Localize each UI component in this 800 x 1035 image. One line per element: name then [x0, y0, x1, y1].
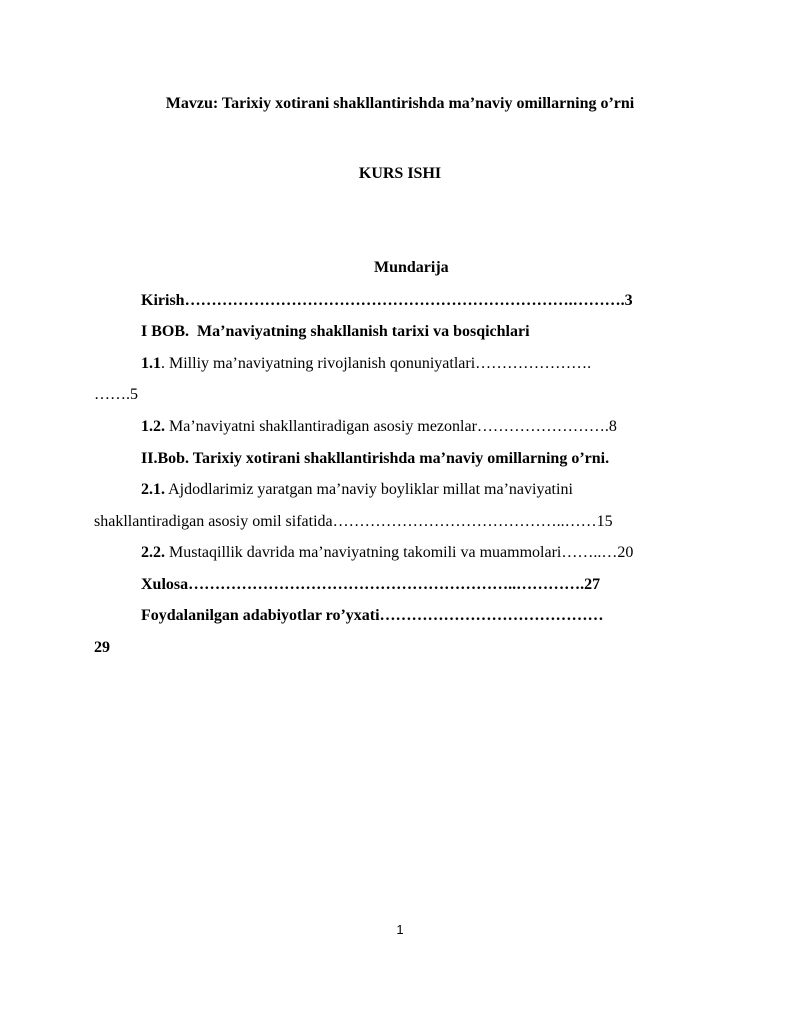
toc-entry-2-2: [141, 543, 633, 563]
toc-entry-1-1-continued: …….5: [94, 386, 138, 403]
section-title: Mustaqillik davrida ma’naviyatning takomili va muammolari……..…20: [165, 544, 634, 561]
section-number: 1.1: [141, 355, 161, 372]
toc-entry-conclusion: Xulosa……………………………………………………..………….27: [141, 576, 601, 593]
toc-entry-1-2: [141, 417, 617, 437]
section-title: Ma’naviyatni shakllantiradigan asosiy mezonlar…………………….8: [165, 418, 617, 435]
topic-title: Mavzu: Tarixiy xotirani shakllantirishda ma’naviy omillarning o’rni: [165, 95, 635, 112]
toc-entry-intro: Kirish……………………………………………………………….……….3: [141, 292, 633, 309]
page-number: 1: [396, 922, 404, 937]
toc-entry-2-1: [141, 480, 573, 500]
section-title: . Milliy ma’naviyatning rivojlanish qonuniyatlari………………….: [161, 355, 592, 372]
work-type-title: KURS ISHI: [358, 165, 442, 182]
toc-entry-chapter1: I BOB. Ma’naviyatning shakllanish tarixi va bosqichlari: [141, 323, 530, 340]
toc-entry-references: Foydalanilgan adabiyotlar ro’yxati……………………………………: [141, 607, 604, 624]
toc-entry-2-1-continued: shakllantiradigan asosiy omil sifatida……………………………………..……15: [94, 513, 613, 530]
toc-entry-chapter2: II.Bob. Tarixiy xotirani shakllantirishda ma’naviy omillarning o’rni.: [141, 450, 610, 467]
section-number: 1.2.: [141, 418, 165, 435]
section-title: Ajdodlarimiz yaratgan ma’naviy boyliklar millat ma’naviyatini: [165, 481, 573, 498]
section-number: 2.1.: [141, 481, 165, 498]
toc-heading: Mundarija: [374, 259, 449, 276]
toc-entry-references-page: 29: [94, 639, 110, 656]
toc-entry-1-1: [141, 354, 591, 374]
section-number: 2.2.: [141, 544, 165, 561]
